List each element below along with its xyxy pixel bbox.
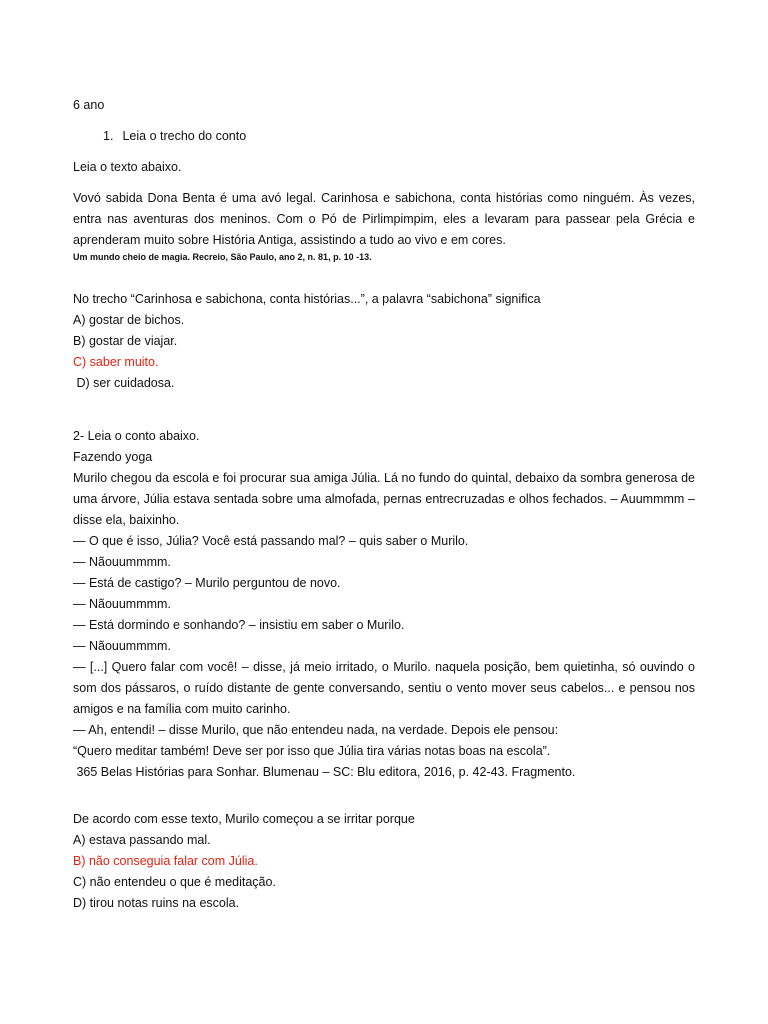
q2-option-b-correct: B) não conseguia falar com Júlia.	[73, 854, 258, 868]
story-line-quote: “Quero meditar também! Deve ser por isso que Júlia tira várias notas boas na escola”.	[73, 744, 551, 758]
story-title: Fazendo yoga	[73, 450, 153, 464]
dialogue-line: — Está dormindo e sonhando? – insistiu em saber o Murilo.	[73, 618, 405, 632]
dialogue-line: — O que é isso, Júlia? Você está passando mal? – quis saber o Murilo.	[73, 534, 469, 548]
q1-heading-text: Leia o trecho do conto	[122, 129, 247, 143]
story-paragraph-2: — [...] Quero falar com você! – disse, já meio irritado, o Murilo. naquela posição, bem quietinha, só ouvindo o som dos pássaros, o ruído distante de gente conversando, sentiu o vento mover seus cabelos... e pensou nos amigos e na família com muito carinho.	[73, 660, 695, 716]
dialogue-line: — Está de castigo? – Murilo perguntou de novo.	[73, 576, 341, 590]
q1-question: No trecho “Carinhosa e sabichona, conta histórias...”, a palavra “sabichona” significa	[73, 292, 541, 306]
dialogue-line: — Nãouummmm.	[73, 597, 171, 611]
q2-option-d: D) tirou notas ruins na escola.	[73, 896, 240, 910]
q1-option-c-correct: C) saber muito.	[73, 355, 159, 369]
dialogue-line: — Nãouummmm.	[73, 639, 171, 653]
q1-heading-number: 1.	[103, 129, 114, 143]
q2-option-c: C) não entendeu o que é meditação.	[73, 875, 276, 889]
q2-source: 365 Belas Histórias para Sonhar. Blumenau – SC: Blu editora, 2016, p. 42-43. Fragmento.	[73, 765, 576, 779]
story-paragraph-1: Murilo chegou da escola e foi procurar sua amiga Júlia. Lá no fundo do quintal, debaixo da sombra generosa de uma árvore, Júlia estava sentada sobre uma almofada, pernas entrecruzadas e olhos fechados. – Auummmm – disse ela, baixinho.	[73, 471, 695, 527]
q1-passage: Vovó sabida Dona Benta é uma avó legal. Carinhosa e sabichona, conta histórias como ninguém. Às vezes, entra nas aventuras dos meninos. Com o Pó de Pirlimpimpim, eles a levaram para passear pela Grécia e aprenderam muito sobre História Antiga, assistindo a tudo ao vivo e em cores.	[73, 191, 695, 247]
q1-heading	[73, 126, 695, 147]
q1-source: Um mundo cheio de magia. Recreio, São Paulo, ano 2, n. 81, p. 10 -13.	[73, 252, 372, 262]
q1-option-d: D) ser cuidadosa.	[73, 376, 175, 390]
grade-label: 6 ano	[73, 98, 105, 112]
q2-heading: 2- Leia o conto abaixo.	[73, 429, 200, 443]
story-line-ah: — Ah, entendi! – disse Murilo, que não entendeu nada, na verdade. Depois ele pensou:	[73, 723, 559, 737]
worksheet-page	[73, 95, 695, 914]
dialogue-line: — Nãouummmm.	[73, 555, 171, 569]
q2-option-a: A) estava passando mal.	[73, 833, 211, 847]
q1-instruction: Leia o texto abaixo.	[73, 160, 182, 174]
q1-option-a: A) gostar de bichos.	[73, 313, 185, 327]
q2-question: De acordo com esse texto, Murilo começou a se irritar porque	[73, 812, 415, 826]
q1-option-b: B) gostar de viajar.	[73, 334, 178, 348]
